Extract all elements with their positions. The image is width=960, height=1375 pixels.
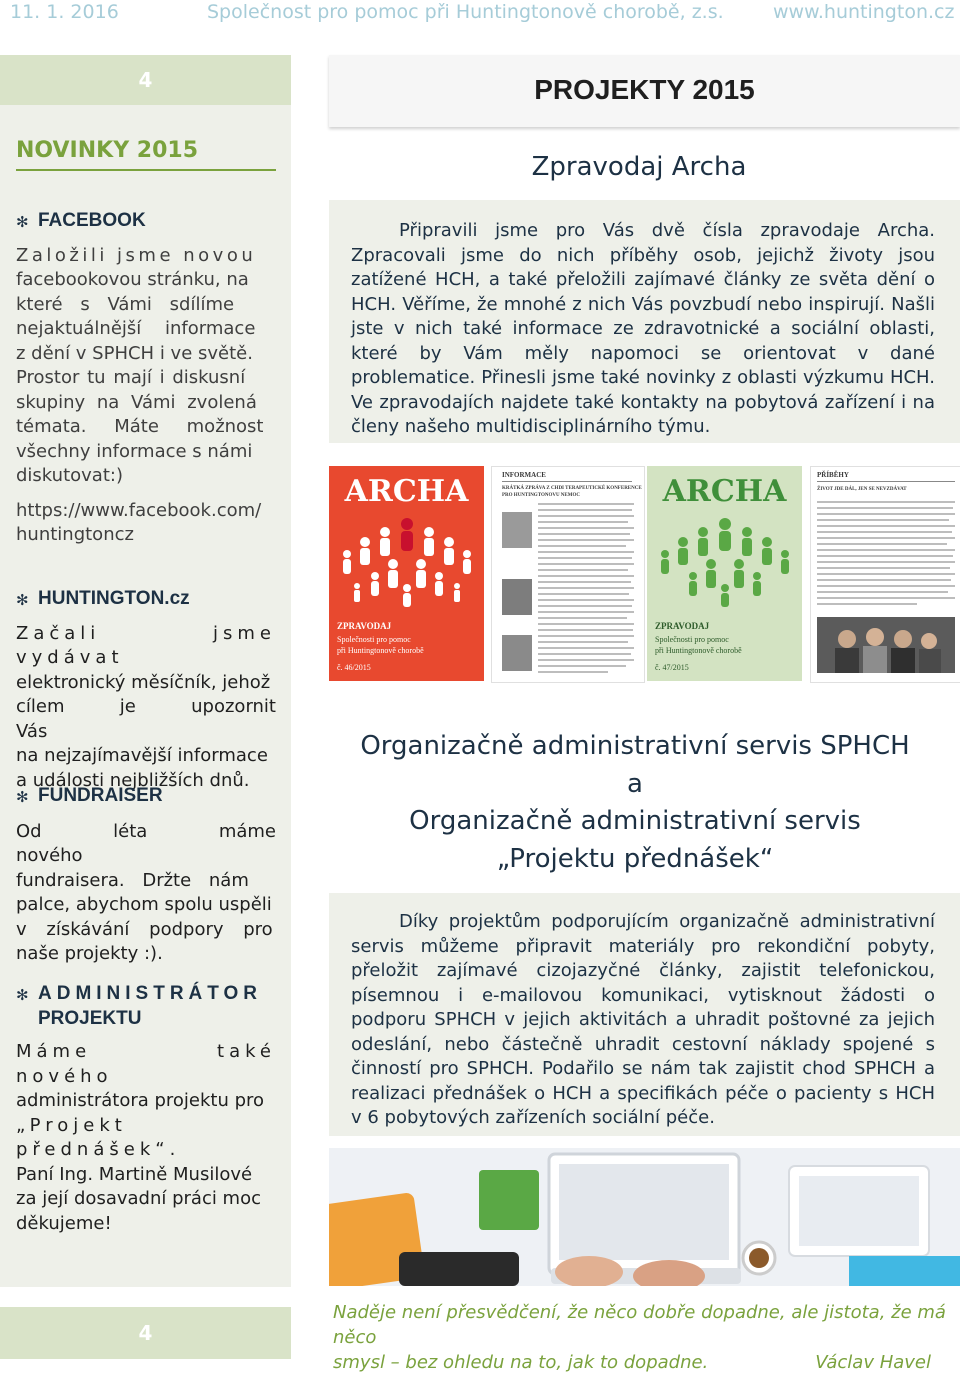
asterisk-bullet-icon: ✻ (16, 214, 29, 231)
newsletter-cover-46 (329, 466, 484, 681)
item-text-line: které s Vámi sdílíme (16, 293, 235, 315)
item-text-line: elektronický měsíčník, jehož (16, 671, 271, 693)
asterisk-bullet-icon: ✻ (16, 789, 29, 806)
item-text-line: na nejzajímavější informace (16, 745, 268, 766)
newsletter-inner-page-pribehy (810, 466, 960, 683)
portrait-photo (502, 512, 532, 548)
cover-label: ZPRAVODAJ (655, 621, 710, 631)
page-section: PŘÍBĚHY (817, 471, 849, 479)
family-photo (817, 617, 955, 673)
header-date: 11. 1. 2016 (10, 1, 119, 23)
text-columns (817, 501, 957, 611)
facebook-link[interactable]: huntingtoncz (16, 524, 134, 545)
servis-description: Díky projektům podporujícím organizačně administrativní servis můžeme připravit materiály pro rekondiční pobyty, přeložit zajímavé cizojazyčné články, zajistit telefonickou, písemnou i e-mailovou komunikaci, vytisknout žádosti o podporu SPHCH v jejich aktivitách a uhradit poštovné za jejich odeslání, nebo částečně uhradit cestovní náklady spojené s činností pro SPHCH. Podařilo se nám tak zajistit chod SPHCH a realizaci přednášek o HCH a specifikách péče o pacienty s HCH v 6 pobytových zařízeních sociální péče. (351, 911, 935, 1128)
text-columns (538, 503, 636, 678)
people-illustration (337, 514, 477, 609)
item-text-line: facebookovou stránku, na (16, 269, 249, 290)
quote-author: Václav Havel (815, 1352, 931, 1373)
archa-description: Připravili jsme pro Vás dvě čísla zpravodaje Archa. Zpracovali jsme do nich příběhy osob, jejichž životy jsou zatížené HCH, a také přeložili zajímavé články ze světa dění o HCH. Věříme, že mnohé z nich Vás povzbudí nebo inspirují. Našli jste v nich také informace ze zdravotnické a sociální oblasti, které by Vám měly napomoci se orientovat v dané problematice. Přinesli jsme také novinky z oblasti výzkumu HCH. Ve zpravodajích najdete také kontakty na pobytová zařízení i na členy našeho multidisciplinárního týmu. (351, 220, 935, 437)
sidebar-item-huntington (16, 587, 276, 793)
item-text-line: fundraisera. Držte nám (16, 869, 249, 891)
item-heading: ✻ HUNTINGTON.cz (16, 587, 276, 614)
header-organization: Společnost pro pomoc při Huntingtonově chorobě, z.s. (207, 1, 724, 23)
item-heading: ✻ ADMINISTRÁTOR PROJEKTU (16, 982, 276, 1031)
item-text-line: a události nejbližších dnů. (16, 769, 250, 791)
cover-issue: č. 47/2015 (655, 663, 689, 672)
item-text-line: všechny informace s námi (16, 440, 253, 462)
page-headline: ŽIVOT JDE DÁL, JEN SE NEVZDÁVAT (817, 487, 907, 492)
item-text-line: za její dosavadní práci moc (16, 1188, 262, 1209)
newsletter-cover-47 (647, 466, 802, 681)
item-text-line: Máme také nového (16, 1041, 276, 1087)
page-section: INFORMACE (502, 471, 546, 479)
item-heading: ✻ FACEBOOK (16, 209, 276, 236)
item-text-line: Založili jsme novou (16, 244, 257, 266)
item-heading: ✻ FUNDRAISER (16, 784, 276, 811)
item-text-line: z dění v SPHCH i ve světě. (16, 342, 253, 364)
desk-photo (329, 1148, 960, 1286)
newsletter-inner-page-informace (491, 466, 645, 683)
sidebar-item-administrator (16, 982, 276, 1236)
asterisk-bullet-icon: ✻ (16, 592, 29, 609)
item-text-line: témata. Máte možnost (16, 416, 264, 437)
sidebar-section-title: NOVINKY 2015 (16, 138, 199, 163)
item-text-line: administrátora projektu pro (16, 1090, 265, 1111)
item-text-line: skupiny na Vámi zvolená (16, 391, 257, 413)
portrait-photo (502, 579, 532, 615)
item-text-line: v získávání podpory pro (16, 918, 273, 940)
footer-quote: Naděje není přesvědčení, že něco dobře dopadne, ale jistota, že má něco smysl – bez ohledu na to, jak to dopadne. Václav Havel (333, 1302, 946, 1373)
sidebar-item-facebook (16, 209, 276, 548)
cover-title: ARCHA (662, 474, 787, 509)
item-text-line: „Projekt přednášek“. (16, 1114, 181, 1160)
item-text-line: děkujeme! (16, 1212, 112, 1234)
section-divider (16, 169, 276, 171)
cover-subtitle: Společnosti pro pomoc při Huntingtonově chorobě (337, 635, 424, 655)
sidebar-item-fundraiser (16, 784, 276, 967)
page-number-bottom: 4 (0, 1307, 291, 1359)
item-text-line: Začali jsme vydávat (16, 622, 276, 668)
portrait-photo (502, 635, 532, 671)
item-text-line: palce, abychom spolu uspěli (16, 894, 272, 915)
item-text-line: nejaktuálnější informace (16, 318, 256, 339)
asterisk-bullet-icon: ✻ (16, 987, 29, 1004)
page-number-top: 4 (0, 55, 291, 105)
page-title: PROJEKTY 2015 (534, 74, 755, 105)
item-text-line: naše projekty :). (16, 943, 163, 964)
item-text-line: Prostor tu mají i diskusní (16, 367, 246, 388)
item-text-line: diskutovat:) (16, 465, 123, 486)
header-website[interactable]: www.huntington.cz (773, 1, 955, 23)
item-text-line: Paní Ing. Martině Musilové (16, 1163, 253, 1185)
section-title-servis: Organizačně administrativní servis SPHCH a Organizačně administrativní servis „Projektu přednášek“ (360, 731, 910, 874)
item-text-line: cílem je upozornit Vás (16, 696, 276, 742)
facebook-link[interactable]: https://www.facebook.com/ (16, 499, 262, 521)
cover-issue: č. 46/2015 (337, 663, 371, 672)
section-title-archa: Zpravodaj Archa (531, 152, 747, 182)
desk-illustration (329, 1148, 960, 1286)
cover-subtitle: Společnosti pro pomoc při Huntingtonově chorobě (655, 635, 742, 655)
family-photo-people (817, 617, 955, 673)
item-text-line: Od léta máme nového (16, 820, 276, 866)
cover-label: ZPRAVODAJ (337, 621, 392, 631)
people-illustration (655, 514, 795, 609)
cover-title: ARCHA (344, 474, 469, 509)
page-headline: KRÁTKÁ ZPRÁVA Z CHDI TERAPEUTICKÉ KONFERENCE PRO HUNTINGTONOVU NEMOC (502, 486, 642, 498)
